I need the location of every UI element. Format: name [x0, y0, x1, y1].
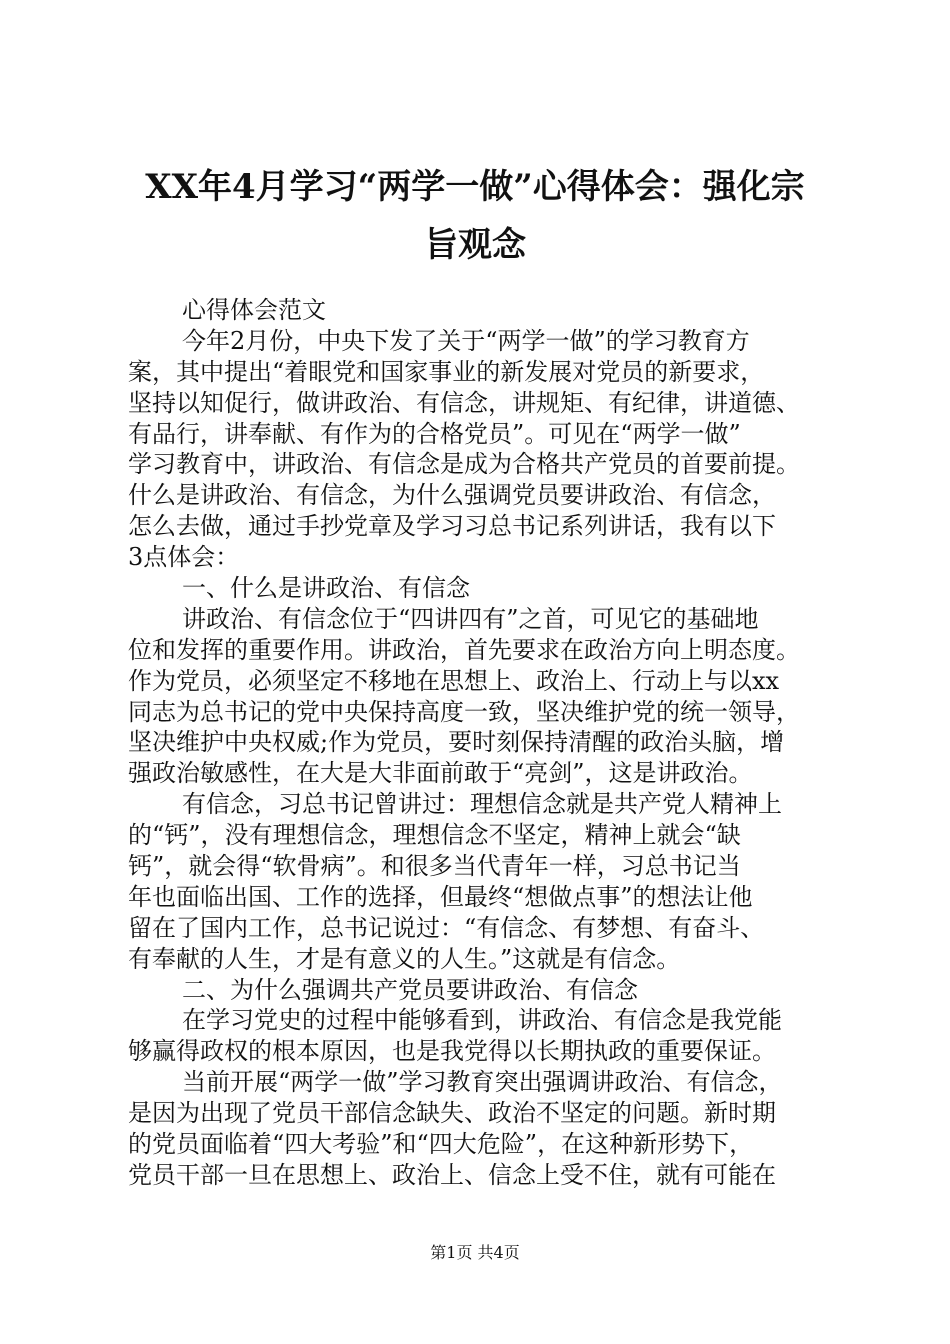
body-line: 位和发挥的重要作用。讲政治，首先要求在政治方向上明态度。	[128, 635, 800, 664]
body-line: 什么是讲政治、有信念，为什么强调党员要讲政治、有信念，	[128, 481, 776, 510]
body-line: 在学习党史的过程中能够看到，讲政治、有信念是我党能	[182, 1006, 782, 1035]
body-line: 案，其中提出“着眼党和国家事业的新发展对党员的新要求，	[128, 357, 765, 386]
body-line: 学习教育中，讲政治、有信念是成为合格共产党员的首要前提。	[128, 450, 800, 479]
body-line: 钙”，就会得“软骨病”。和很多当代青年一样，习总书记当	[128, 852, 741, 881]
body-line: 今年2月份，中央下发了关于“两学一做”的学习教育方	[182, 326, 750, 355]
body-line: 的党员面临着“四大考验”和“四大危险”，在这种新形势下，	[128, 1130, 754, 1159]
body-line: 的“钙”，没有理想信念，理想信念不坚定，精神上就会“缺	[128, 821, 741, 850]
body-line: 是因为出现了党员干部信念缺失、政治不坚定的问题。新时期	[128, 1099, 776, 1128]
body-line: 党员干部一旦在思想上、政治上、信念上受不住，就有可能在	[128, 1160, 776, 1189]
body-line: 留在了国内工作，总书记说过：“有信念、有梦想、有奋斗、	[128, 913, 765, 942]
body-line: 3点体会：	[128, 543, 240, 572]
body-line: 怎么去做，通过手抄党章及学习习总书记系列讲话，我有以下	[128, 512, 776, 541]
body-line: 当前开展“两学一做”学习教育突出强调讲政治、有信念，	[182, 1068, 783, 1097]
body-line: 讲政治、有信念位于“四讲四有”之首，可见它的基础地	[182, 604, 759, 633]
document-title	[100, 158, 850, 274]
body-line: 有奉献的人生，才是有意义的人生。”这就是有信念。	[128, 944, 681, 973]
body-line: 年也面临出国、工作的选择，但最终“想做点事”的想法让他	[128, 882, 753, 911]
body-line: 作为党员，必须坚定不移地在思想上、政治上、行动上与以xx	[128, 666, 780, 695]
body-line: 有信念，习总书记曾讲过：理想信念就是共产党人精神上	[182, 790, 782, 819]
title-line-2: 旨观念	[424, 225, 526, 265]
page-footer: 第1页 共4页	[430, 1243, 520, 1262]
body-line: 够赢得政权的根本原因，也是我党得以长期执政的重要保证。	[128, 1037, 776, 1066]
body-line: 坚决维护中央权威;作为党员，要时刻保持清醒的政治头脑，增	[128, 728, 785, 757]
section-heading: 二、为什么强调共产党员要讲政治、有信念	[182, 975, 638, 1004]
document-body	[128, 295, 824, 1191]
body-line: 同志为总书记的党中央保持高度一致，坚决维护党的统一领导，	[128, 697, 800, 726]
body-line: 强政治敏感性，在大是大非面前敢于“亮剑”，这是讲政治。	[128, 759, 753, 788]
section-heading: 一、什么是讲政治、有信念	[182, 574, 470, 603]
title-line-1: XX年4月学习“两学一做”心得体会：强化宗	[145, 167, 805, 207]
body-line: 坚持以知促行，做讲政治、有信念，讲规矩、有纪律，讲道德、	[128, 388, 800, 417]
body-line: 有品行，讲奉献、有作为的合格党员”。可见在“两学一做”	[128, 419, 741, 448]
body-line: 心得体会范文	[182, 296, 326, 324]
